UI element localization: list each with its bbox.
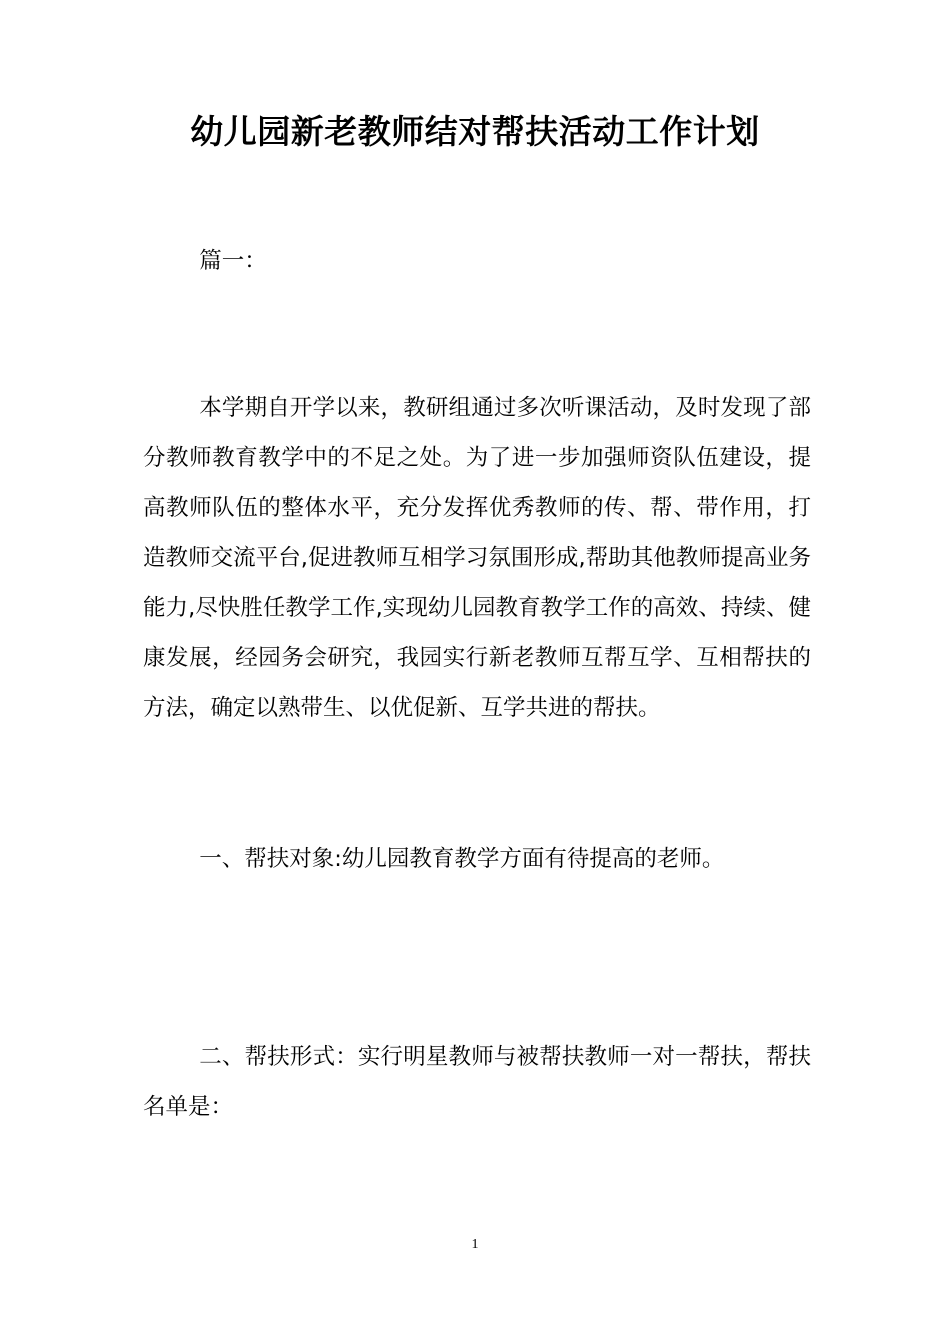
section-label: 篇一： [199, 248, 267, 274]
item-one-paragraph: 一、帮扶对象:幼儿园教育教学方面有待提高的老师。 [199, 846, 725, 872]
page-number: 1 [471, 1237, 479, 1252]
intro-paragraph: 本学期自开学以来，教研组通过多次听课活动，及时发现了部分教师教育教学中的不足之处。为了进一步加强师资队伍建设，提高教师队伍的整体水平，充分发挥优秀教师的传、帮、带作用，打造教师交流平台,促进教师互相学习氛围形成,帮助其他教师提高业务能力,尽快胜任教学工作,实现幼儿园教育教学工作的高效、持续、健康发展，经园务会研究，我园实行新老教师互帮互学、互相帮扶的方法，确定以熟带生、以优促新、互学共进的帮扶。 [143, 395, 811, 721]
document-title: 幼儿园新老教师结对帮扶活动工作计划 [190, 112, 760, 151]
item-two-paragraph: 二、帮扶形式：实行明星教师与被帮扶教师一对一帮扶，帮扶名单是： [143, 1044, 811, 1120]
